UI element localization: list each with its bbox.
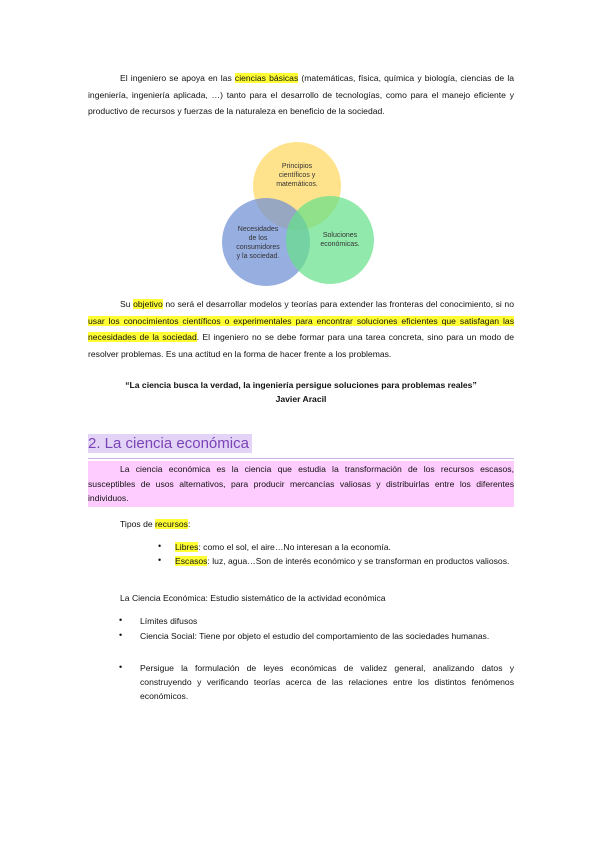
venn-left-line-2: de los (248, 235, 268, 242)
definition-text: La ciencia económica es la ciencia que estudia la transformación de los recursos escasos, susceptibles de usos alternativos, para producir mercancías valiosas y distribuirlas entre los diferentes individuos. (88, 464, 514, 503)
quote-text: “La ciencia busca la verdad, la ingeniería persigue soluciones para problemas reales” (125, 380, 477, 390)
venn-right-line-1: Soluciones (322, 232, 358, 239)
ciencia-eco-item-2: Ciencia Social: Tiene por objeto el estudio del comportamiento de las sociedades humanas. (140, 631, 490, 641)
recursos-intro (120, 517, 190, 531)
highlight-escasos: Escasos (175, 556, 208, 566)
recursos-intro-text: Tipos de (120, 519, 156, 529)
highlight-libres: Libres (175, 542, 199, 552)
venn-top-line-3: matemáticos. (276, 181, 318, 188)
recurso-escasos-text: : luz, agua…Son de interés económico y se transforman en productos valiosos. (207, 556, 510, 566)
venn-top-line-2: científicos y (278, 172, 316, 179)
objective-paragraph (88, 296, 514, 362)
highlight-recursos: recursos (155, 519, 188, 529)
objective-text-1: Su (120, 299, 134, 309)
objective-text-2: no será el desarrollar modelos y teorías para extender las fronteras del conocimiento, si no (162, 299, 514, 309)
ciencia-eco-intro: La Ciencia Económica: Estudio sistemático de la actividad económica (120, 593, 386, 603)
highlight-usar-conocimientos: usar los conocimientos científicos o experimentales para encontrar soluciones eficientes que satisfagan las necesidades de la sociedad (88, 315, 514, 342)
bullet-dot-icon: • (158, 541, 162, 551)
venn-right-line-2: económicas. (320, 241, 360, 248)
ciencia-eco-item-3: Persigue la formulación de leyes económicas de validez general, analizando datos y construyendo y verificando teorías acerca de las relaciones entre los distintos fenómenos económicos. (140, 663, 514, 701)
highlight-ciencias-basicas: ciencias básicas (234, 73, 299, 83)
venn-diagram (214, 136, 384, 296)
bullet-dot-icon: • (119, 662, 123, 672)
intro-text-1: El ingeniero se apoya en las (120, 73, 235, 83)
venn-left-line-1: Necesidades (237, 226, 279, 233)
objective-text-3: . El ingeniero no se debe formar para una tarea concreta, sino para un modo de resolver problemas. Es una actitud en la forma de hacer frente a los problemas. (88, 332, 514, 359)
recurso-libres-text: : como el sol, el aire…No interesan a la economía. (198, 542, 391, 552)
highlight-objetivo: objetivo (133, 299, 163, 309)
section-heading: 2. La ciencia económica (88, 434, 252, 453)
intro-text-2: (matemáticas, física, química y biología, ciencias de la ingeniería, ingeniería aplicada, …) tanto para el desarrollo de tecnologías, como para el manejo eficiente y productivo de recursos y fuerzas de la naturaleza en beneficio de la sociedad. (88, 73, 515, 116)
venn-left-line-3: consumidores (236, 244, 280, 251)
bullet-dot-icon: • (158, 555, 162, 565)
recurso-item-libres (175, 540, 510, 554)
recursos-colon: : (187, 519, 191, 529)
venn-top-line-1: Principios (281, 163, 313, 170)
venn-circle-right (286, 196, 374, 284)
venn-left-line-4: y la sociedad. (236, 253, 280, 260)
recurso-item-escasos (175, 554, 515, 568)
intro-paragraph (88, 70, 514, 120)
definition-paragraph (88, 462, 514, 506)
bullet-dot-icon: • (119, 630, 123, 640)
quote-author: Javier Aracil (275, 394, 327, 404)
ciencia-eco-item-1: Límites difusos (140, 616, 198, 626)
section-heading-wrap (88, 432, 514, 459)
bullet-dot-icon: • (119, 615, 123, 625)
